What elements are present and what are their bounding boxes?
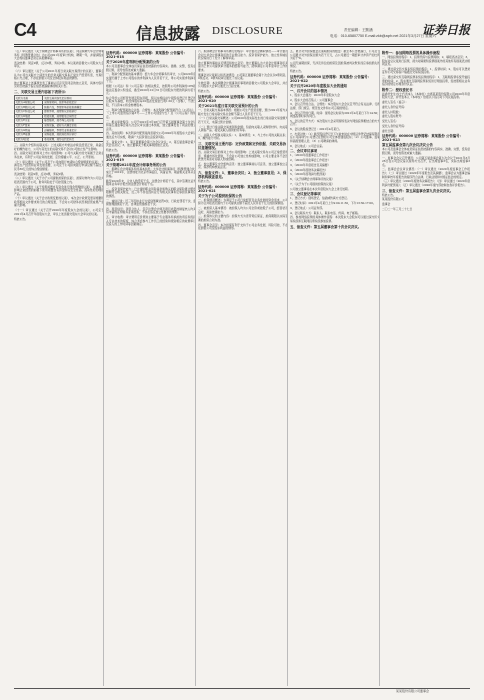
- paragraph: 二〇二一年三月二十七日: [382, 206, 413, 211]
- table-cell: 关联方G物流: [15, 128, 43, 133]
- paragraph: 三、通过深交所互联网投票系统投票的程序：1、互联网投票系统开始投票的时间；2、股东通过互联网投票系统进行网络投票，需按照相关业务指引的规定办理身份认证。: [382, 75, 470, 87]
- paragraph: 特此公告。: [14, 216, 28, 221]
- paragraph: 委托人签名（盖章）：: [382, 100, 409, 105]
- table-cell: 采购设备，招标方式确定价格: [43, 123, 104, 128]
- paragraph: 委托人股东账号：: [382, 114, 404, 119]
- paragraph: 4、会议联系方式：联系人、联系电话、传真、电子邮箱。: [290, 210, 361, 215]
- paragraph: 1、股东大会届次：2020年年度股东大会: [290, 92, 340, 97]
- paragraph: 本公司及董事会全体成员保证信息披露的内容真实、准确、完整，没有虚假记载、误导性陈述或重大遗漏。: [106, 64, 196, 72]
- paragraph: 四、项目信息：项目合伙人、签字注册会计师及项目质量控制复核人均具有丰富的证券服务业务经验，不存在违反独立性要求的情形。: [106, 206, 196, 215]
- column-1-paragraphs: [14, 50, 104, 94]
- notice-heading: 一、召开会议的基本情况: [290, 88, 328, 93]
- table-cell: 关联方F贸易: [15, 123, 43, 128]
- paragraph: （一）日常关联交易概述：公司2020年度实际发生的日常关联交易金额为若干万元，未超过预计金额。: [198, 116, 288, 124]
- table-cell: 采购原材料，按市场价格定价: [43, 100, 104, 105]
- page-number: C4: [14, 20, 37, 40]
- paragraph: 一、网络投票的程序：1、投票代码与投票简称；2、填报表决意见；3、股东对总议案进行投票，视为对除累积投票提案外的其他所有提案表达相同意见。: [382, 55, 470, 67]
- paragraph: 四、其他说明：本次利润分配预案尚需提交公司2020年年度股东大会审议通过后方可实施，敬请广大投资者注意投资风险。: [106, 131, 196, 139]
- paragraph: 特此公告。: [290, 69, 304, 74]
- paragraph: 监事会: [382, 202, 391, 207]
- paragraph: 四、关联交易目的和对上市公司的影响：公司与关联方的交易属于正常业务往来，有利于公司业务的发展，定价遵循公平、公正、公开原则。: [14, 151, 104, 159]
- paragraph: 3、登记地点：公司证券部。: [290, 205, 325, 210]
- table-cell: 采购能源，按政府指导价执行: [43, 132, 104, 137]
- related-party-table: [14, 95, 104, 142]
- paragraph: 独立董事的事前认可情况和独立意见：独立董事认为大华会计师事务所具备为上市公司提供审计服务的经验与能力，能够满足公司年度审计工作的要求。: [198, 60, 288, 72]
- text-column-1: [14, 50, 104, 686]
- notice-heading: 证券代码：000000 证券简称：某某股份 公告编号：2021-019: [106, 153, 187, 162]
- notice-heading: 附件一：参加网络投票的具体操作流程: [382, 51, 440, 55]
- paragraph: 根据《公司法》和《公司章程》的相关规定，按照母公司净利润的10%提取法定盈余公积金后，截至2020年12月31日可供股东分配的利润为若干元。: [106, 84, 196, 96]
- contact-line: 电话：010-65807750 E-mail:zkb@zqrb.net 2021年3月27日 星期六: [330, 34, 436, 38]
- text-column-5: [382, 50, 470, 686]
- paragraph: 2、《2020年度监事会工作报告》: [290, 158, 331, 163]
- text-column-2: [106, 50, 196, 686]
- paragraph: （十一）审议通过《关于召开2020年年度股东大会的议案》，公司定于2021年4月召开年度股东大会，审议上述需提交股东大会审议的议案。: [14, 208, 104, 216]
- notice-heading: 证券代码：000000 证券简称：某某股份 公告编号：2021-021: [198, 184, 279, 193]
- paragraph: 四、董事会意见：本次担保有利于支持子公司业务发展，风险可控，不存在损害公司及股东利益的情形。: [198, 222, 288, 231]
- paragraph: 二、被担保人基本情况：被担保人均为公司全资或控股子公司，经营状况良好，具备偿债能力。: [198, 206, 288, 214]
- paragraph: 2、股东大会的召集人：公司董事会: [290, 97, 333, 102]
- paragraph: 8、会议地点：公司会议室。: [290, 143, 325, 148]
- notice-heading: 关于为子公司提供担保的公告: [198, 193, 243, 198]
- footer-note: 某某股份有限公司董事会: [396, 689, 430, 693]
- paragraph: 兹委托先生/女士代表本人（本单位）出席某某股份有限公司2020年年度股东大会，并代表本人（本单位）依照以下指示对下列议案投票。: [382, 91, 470, 100]
- paragraph: 1、《2020年度董事会工作报告》: [290, 153, 331, 158]
- paragraph: 5、《2020年度利润分配预案》: [290, 172, 328, 177]
- paragraph: 一、日常关联交易基本情况：根据公司生产经营需要，预计2021年度与关联方发生日常关联交易总金额不超过人民币若干万元。: [198, 107, 288, 116]
- paragraph: 7、出席对象：（1）截至股权登记日下午收市时在中国证券登记结算有限责任公司深圳分公司登记在册的公司全体普通股股东；（2）公司董事、监事和高级管理人员；（3）公司聘请的律师。: [290, 131, 380, 143]
- paragraph: 二、监事会会议审议情况：（一）审议通过《2020年度监事会工作报告》；（二）审议通过《2020年年度报告及其摘要》，监事会认为董事会编制和审核年度报告的程序符合法律、行政法规和中国证监会的规定。: [382, 167, 470, 179]
- notice-heading: 证券代码：000000 证券简称：某某股份 公告编号：2021-023: [382, 134, 463, 143]
- notice-heading: 三、备查文件：第五届监事会第九次会议决议。: [382, 188, 454, 193]
- table-cell: 关联方A有限公司: [15, 100, 43, 105]
- paragraph: 本公司及监事会全体成员保证信息披露的内容真实、准确、完整，没有虚假记载、误导性陈述或重大遗漏。: [382, 147, 470, 155]
- section-title: 信息披露: [136, 24, 201, 43]
- paragraph: 四、参加网络投票的具体操作流程：本次股东大会股东可以通过深交所交易系统和互联网投票系统参加投票。: [290, 215, 380, 223]
- paragraph: （七）审议通过《关于公司及子公司向银行申请综合授信额度的议案》，为满足生产经营和业务发展需要，公司及子公司拟向银行申请总额不超过人民币30亿元的综合授信额度。: [14, 159, 104, 171]
- paragraph: 三、相关审批程序：公司于2021年3月26日召开第五届董事会第十次会议和第五届监事会第九次会议审议通过本预案，独立董事发表了同意的独立意见。: [106, 119, 196, 131]
- table-cell: 关联方D集团: [15, 114, 43, 119]
- paragraph: 二、利润分配预案的合法性、合规性：本次利润分配预案符合《公司法》、《上市公司监管指引第3号——上市公司现金分红》及《公司章程》的规定。: [106, 107, 196, 119]
- paragraph: 截至2020年末，合伙人数量若干名，注册会计师若干名，其中签署过证券服务业务审计报告的注册会计师若干名。: [106, 178, 196, 187]
- notice-heading: 证券代码：000000 证券简称：某某股份 公告编号：2021-022: [290, 74, 371, 83]
- paragraph: （十）审议通过《关于会计政策变更的议案》，本次会计政策变更是根据财政部相关文件要求进行的合理变更，不会对公司财务状况和经营成果产生重大影响。: [14, 196, 104, 208]
- paragraph: （三）审议通过《2020年度财务决算报告》；（四）审议通过《2020年度利润分配预案》；（五）审议通过《2020年度内部控制自我评价报告》。: [382, 179, 470, 187]
- paragraph: 二、关联人介绍和关联关系：1、基本情况；2、与上市公司的关联关系；3、履约能力分析。: [198, 132, 288, 141]
- paragraph: 5、会议的召开方式：本次股东大会采用现场表决与网络投票相结合的方式召开。: [290, 118, 380, 127]
- paragraph: 特此公告。: [106, 147, 120, 152]
- notice-heading: 第五届监事会第九次会议决议公告: [382, 143, 433, 148]
- paragraph: 7、《关于为子公司提供担保的议案》: [290, 181, 335, 186]
- notice-heading: 附件二：授权委托书: [382, 87, 413, 92]
- text-column-3: [198, 50, 288, 686]
- paragraph: （六）审议通过《关于公司2021年度日常关联交易预计的议案》，董事会认为公司与关联方之间发生的日常关联交易系正常生产经营所需，交易价格公允合理，不存在损害公司及全体股东利益的情形。: [14, 69, 104, 81]
- paragraph: 3、会议召开的合法、合规性：本次股东大会会议召开符合有关法律、行政法规、部门规章、规范性文件和公司章程的规定。: [290, 102, 380, 110]
- notice-heading: 证券代码：000000 证券简称：某某股份 公告编号：2021-020: [198, 94, 279, 103]
- paragraph: 二、通过深交所交易系统投票的程序：1、投票时间；2、股东可以登录证券公司交易客户端通过交易系统投票。: [382, 66, 470, 75]
- paragraph: 4、会议召开的日期、时间：现场会议时间为2021年4月某日下午14:30；网络投票时间为同日。: [290, 110, 380, 119]
- paragraph: （二）预计日常关联交易类别和金额：包括向关联人采购原材料、向关联人销售产品、接受关联人提供的劳务等。: [198, 124, 288, 133]
- notice-heading: 证券代码：000000 证券简称：某某股份 公告编号：2021-018: [106, 51, 187, 59]
- text-column-4: [290, 50, 380, 686]
- editor-line: 责任编辑：王默涵: [344, 28, 373, 32]
- paragraph: 五、独立董事及中介机构意见：独立董事事前认可意见、独立董事独立意见、保荐机构核查意见。: [198, 161, 288, 170]
- paragraph: 一、利润分配预案的基本情况：经大华会计师事务所审计，公司2020年度实现归属于上市公司股东的净利润为人民币若干元，母公司实现净利润若干元。: [106, 72, 196, 84]
- paragraph: 综合考虑公司经营发展及股东回报，拟以实施权益分派股权登记日登记的总股本为基数，向全体股东每10股派发现金红利1.50元（含税），不送红股，不以资本公积金转增股本。: [106, 95, 196, 108]
- paragraph: 六、拟续聘会计师事务所履行的程序：审计委员会履职情况——审计委员会对大华会计师事务所的专业胜任能力、投资者保护能力、独立性和诚信状况等进行了充分了解和审查。: [198, 50, 288, 61]
- table-cell: 提供劳务，按照协议价格执行: [43, 110, 104, 115]
- paragraph: 三、关联方介绍和关联关系：上述关联方均依法存续且经营正常，具备良好的履约能力，公司与其发生的关联交易不会对公司独立性产生影响。: [14, 143, 104, 151]
- paragraph: 2、登记时间：2021年4月某日上午9:00-11:30，下午13:30-17:00。: [290, 201, 376, 206]
- table-cell: 关联方名称: [15, 96, 43, 101]
- paragraph: 4、《2020年度财务决算报告》: [290, 167, 328, 172]
- paragraph: 委托人持股数：: [382, 109, 402, 114]
- table-cell: 租赁房屋，按照租赁合同约定: [43, 114, 104, 119]
- notice-heading: 三、会议登记等事项: [290, 192, 321, 197]
- paragraph: 五、累计对外担保数量及逾期担保的数量：截至本公告披露日，公司及子公司累计对外担保总额为若干万元，占公司最近一期经审计净资产的比例为若干%。: [290, 50, 380, 61]
- paragraph: 受托人身份证号码：: [382, 123, 407, 128]
- paragraph: 公司独立董事将在本次年度股东大会上进行述职。: [290, 186, 351, 191]
- paragraph: 表决结果：同意9票，反对0票，弃权0票。本议案尚需提交公司股东大会审议。: [14, 60, 104, 69]
- table-cell: 关联方I投资: [15, 137, 43, 142]
- header-rule: [14, 44, 470, 45]
- table-cell: 关联方H能源: [15, 132, 43, 137]
- table-cell: 关联方E实业: [15, 119, 43, 124]
- paragraph: 三、诚信记录：近三年因执业行为受到刑事处罚0次、行政处罚若干次、监督管理措施若干次、自律监管措施若干次。: [106, 198, 196, 207]
- paragraph: 五、备查文件：1、第五届董事会第十次会议决议；2、第五届监事会第九次会议决议；3、独立董事关于相关事项的独立意见。: [106, 139, 196, 148]
- paragraph: 委托日期：: [382, 128, 396, 133]
- paragraph: 一、担保情况概述：为满足子公司日常经营及业务发展的资金需求，公司拟为合并报表范围内子公司提供总额不超过人民币若干亿元的担保额度。: [198, 197, 288, 206]
- notice-heading: 五、备查文件：第五届董事会第十次会议决议。: [290, 224, 362, 229]
- paragraph: 三、担保协议的主要内容：担保方式为连带责任保证，担保期限以实际签署的担保合同为准。: [198, 214, 288, 223]
- paragraph: 公司无逾期担保，无涉及诉讼的担保及因担保被判决败诉而应承担损失的情况。: [290, 60, 380, 69]
- notice-heading: 关于召开2020年年度股东大会的通知: [290, 83, 347, 88]
- paragraph: 1、登记方式：现场登记、信函或传真方式登记。: [290, 196, 350, 201]
- newspaper-brand-logo: 证券日报: [422, 23, 471, 37]
- paragraph: 一、监事会会议召开情况：公司第五届监事会第九次会议于2021年3月26日在公司会议室以现场方式召开，应出席监事3名，实际出席监事3名。: [382, 155, 470, 167]
- paragraph: 3、《2020年年度报告及其摘要》: [290, 162, 331, 167]
- table-cell: 运输服务，参照行业标准定价: [43, 128, 104, 133]
- notice-heading: 关于2021年度日常关联交易预计的公告: [198, 103, 259, 108]
- table-cell: 关联交易内容及定价原则: [43, 96, 104, 101]
- paragraph: （九）审议通过《关于使用闲置自有资金进行现金管理的议案》，在确保不影响正常经营的前提下使用闲置自有资金购买安全性高、流动性好的理财产品。: [14, 184, 104, 196]
- paragraph: 生效日期：本次续聘会计师事务所事项尚需提交公司股东大会审议，并自公司股东大会审议通过之日起生效。: [198, 80, 288, 89]
- notice-heading: 关于2020年度利润分配预案的公告: [106, 60, 160, 64]
- header-rule-thin: [14, 46, 470, 47]
- paragraph: 6、《关于续聘会计师事务所的议案》: [290, 177, 335, 182]
- paragraph: （五）审议通过《关于续聘会计师事务所的议案》，同意续聘大华会计师事务所（特殊普通合伙）为公司2021年度审计机构，聘期一年，并提请股东大会授权董事会决定其报酬事宜。: [14, 50, 104, 61]
- table-cell: 关联方C科技公司: [15, 110, 43, 115]
- paragraph: 6、会议的股权登记日：2021年4月某日。: [290, 127, 342, 132]
- table-cell: 委托管理，按协议约定执行: [43, 137, 104, 142]
- paragraph: 独立董事对上述事项发表了事前认可意见及同意的独立意见，具体内容详见同日披露于指定信息披露媒体的相关公告。: [14, 80, 104, 89]
- paragraph: 特此公告。: [198, 89, 212, 94]
- paragraph: 五、审计收费：审计费用定价原则主要基于专业服务所承担的责任和需投入专业技术的程度，综合考虑参与工作员工的经验和级别相应的收费率以及投入的工作时间等因素确定。: [106, 215, 196, 227]
- notice-heading: 二、关联交易主要内容如下表所示：: [14, 90, 69, 95]
- paragraph: 表决结果：同意9票，反对0票，弃权0票。: [14, 171, 66, 176]
- table-cell: 接受服务，按市场公允价格: [43, 119, 104, 124]
- notice-heading: 关于续聘2021年度会计师事务所的公告: [106, 162, 167, 167]
- paragraph: 某某股份有限公司: [382, 197, 404, 202]
- paragraph: 特此公告。: [198, 179, 212, 184]
- notice-heading: 三、关联交易主要内容：定价政策和定价依据、关联交易协议签署情况。: [198, 142, 287, 151]
- column-1-paragraphs-after: [14, 144, 104, 221]
- paragraph: 特此公告。: [382, 192, 396, 197]
- paragraph: （八）审议通过《关于为子公司提供担保的议案》，担保对象均为公司合并报表范围内子公司，财务风险处于可控范围之内。: [14, 176, 104, 184]
- paragraph: 二、投资者保护能力：已计提的职业风险基金和购买的职业保险累计赔偿限额符合相关规定，近三年不存在因执业行为相关民事诉讼承担民事责任的情况。: [106, 186, 196, 198]
- table-cell: 销售产品，参照市场价格协商确定: [43, 105, 104, 110]
- paragraph: 董事会对议案审议和表决情况：公司第五届董事会第十次会议以9票同意、0票反对、0票弃权审议通过了该议案。: [198, 72, 288, 81]
- notice-heading: 二、会议审议事项: [290, 149, 318, 154]
- table-row: [15, 137, 104, 142]
- paragraph: 委托人身份证号码：: [382, 104, 407, 109]
- paragraph: 四、关联交易目的和对上市公司的影响：上述关联交易为公司正常经营所需，遵循市场化原则，不会对公司独立性构成影响，公司主要业务不会因此类交易而对关联人形成依赖。: [198, 150, 288, 162]
- table-cell: 关联方B股份公司: [15, 105, 43, 110]
- page-header: [14, 22, 470, 44]
- paragraph: 受托人签名：: [382, 119, 399, 124]
- paragraph: 一、拟聘任会计师事务所的基本信息：大华会计师事务所（特殊普通合伙）成立于2012年，注册地址为北京市海淀区，具备证券、期货相关业务从业资格。: [106, 166, 196, 178]
- section-title-english: DISCLOSURE: [212, 25, 283, 37]
- notice-heading: 六、备查文件：1、董事会决议；2、独立董事意见；3、保荐机构核查意见。: [198, 171, 287, 180]
